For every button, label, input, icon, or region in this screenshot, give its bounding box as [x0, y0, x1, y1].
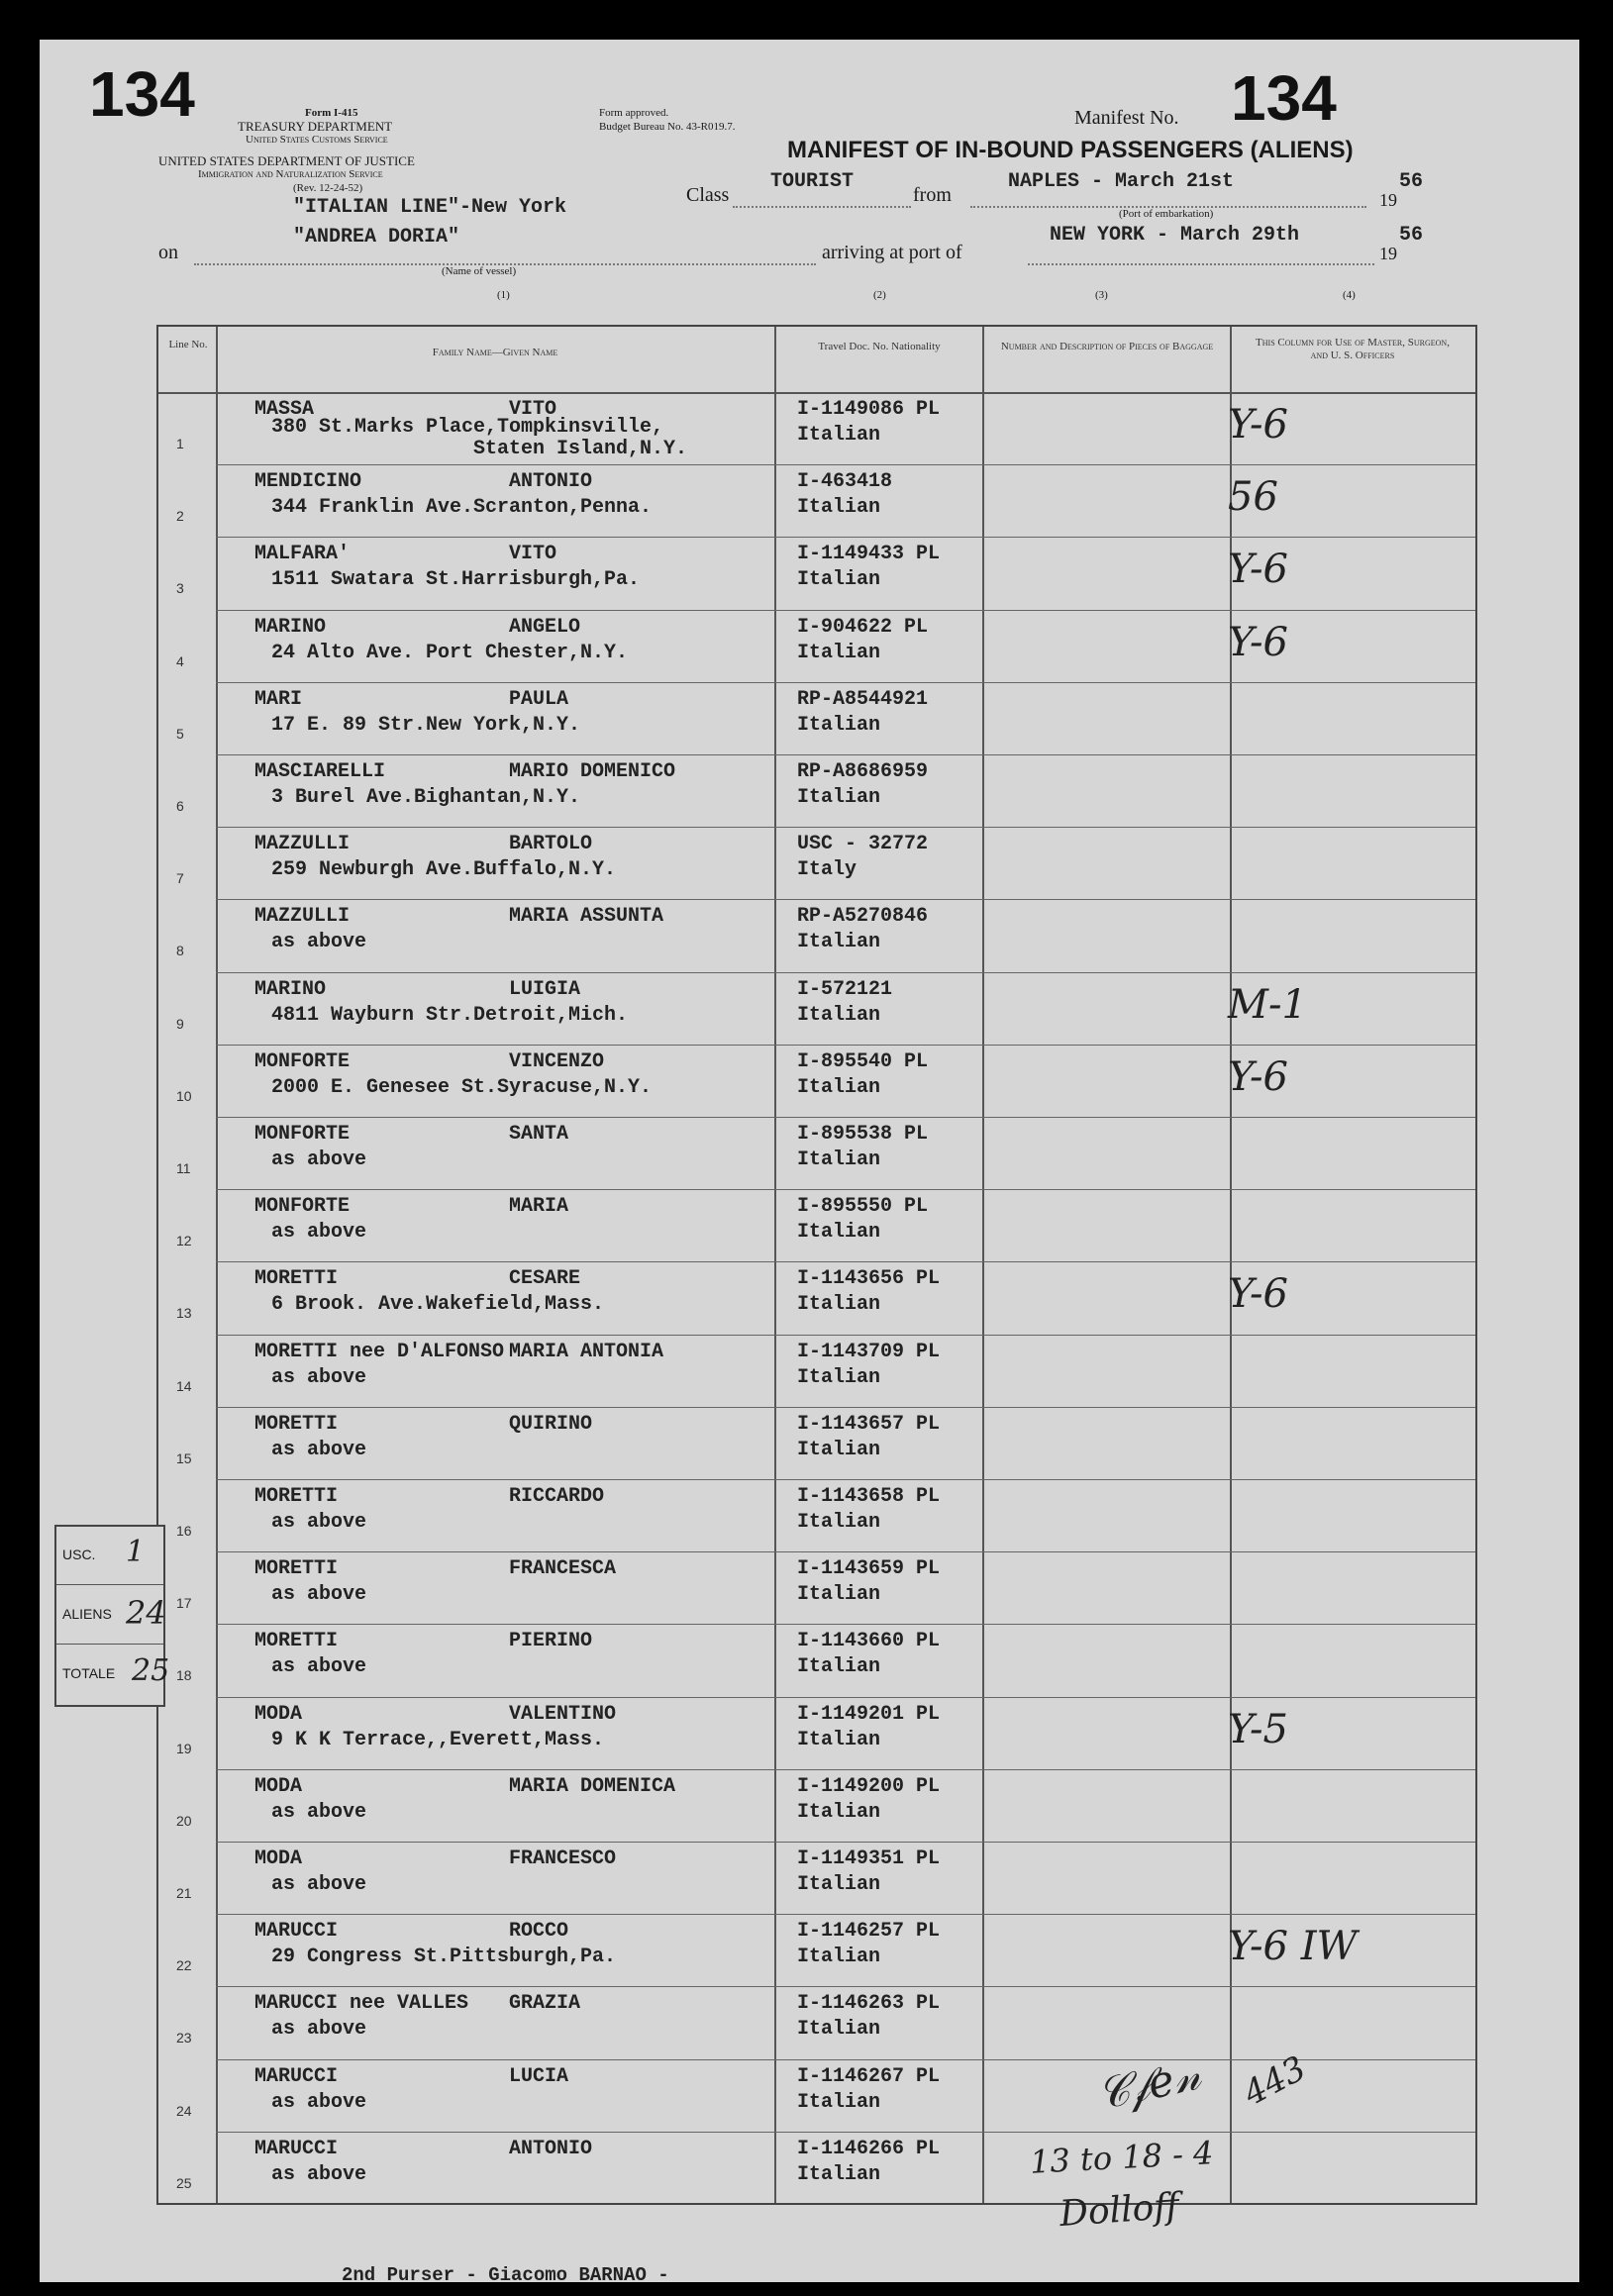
travel-document: I-1143656 PL: [797, 1267, 941, 1291]
address: as above: [271, 2162, 367, 2186]
officer-mark: Y-5: [1228, 1706, 1288, 1752]
table-row: [158, 537, 1475, 609]
travel-document: I-1149200 PL: [797, 1774, 941, 1798]
address: 4811 Wayburn Str.Detroit,Mich.: [271, 1003, 629, 1027]
line-number: 20: [176, 1812, 192, 1829]
table-row: [158, 1407, 1475, 1479]
travel-document: I-1149433 PL: [797, 543, 941, 566]
line-number: 8: [176, 943, 184, 959]
nationality: Italian: [797, 713, 881, 737]
line-number: 7: [176, 870, 184, 887]
family-name: MORETTI: [254, 1485, 339, 1508]
column-number-2: (2): [873, 289, 886, 301]
address: as above: [271, 1365, 367, 1389]
family-name: MARUCCI: [254, 2064, 339, 2088]
nationality: Italian: [797, 1003, 881, 1027]
vessel-name: "ANDREA DORIA": [293, 226, 460, 249]
signature-number: 443: [1237, 2048, 1313, 2114]
travel-document: I-1143658 PL: [797, 1485, 941, 1508]
family-name: MORETTI: [254, 1267, 339, 1291]
tally-box: [54, 1525, 170, 1707]
on-label: on: [158, 242, 178, 263]
address: as above: [271, 1438, 367, 1461]
address: as above: [271, 1655, 367, 1679]
address: 2000 E. Genesee St.Syracuse,N.Y.: [271, 1075, 653, 1099]
table-row: [158, 1479, 1475, 1551]
line-number: 10: [176, 1087, 192, 1104]
year-embark: 56: [1399, 170, 1424, 193]
address: 17 E. 89 Str.New York,N.Y.: [271, 713, 581, 737]
given-name: QUIRINO: [509, 1412, 593, 1436]
header-baggage: Number and Description of Pieces of Baggage: [1000, 341, 1214, 352]
justice-department: UNITED STATES DEPARTMENT OF JUSTICE: [158, 153, 415, 168]
address: 380 St.Marks Place,Tompkinsville,: [271, 416, 664, 439]
aliens-label: ALIENS: [62, 1606, 112, 1622]
given-name: LUIGIA: [509, 977, 581, 1001]
table-row: [158, 682, 1475, 754]
address: as above: [271, 1873, 367, 1896]
given-name: SANTA: [509, 1123, 569, 1146]
travel-document: I-1143709 PL: [797, 1340, 941, 1363]
address: 3 Burel Ave.Bighantan,N.Y.: [271, 786, 581, 809]
nationality: Italian: [797, 1148, 881, 1171]
given-name: CESARE: [509, 1267, 581, 1291]
travel-document: I-1143659 PL: [797, 1557, 941, 1581]
family-name: MAZZULLI: [254, 833, 351, 856]
given-name: MARIO DOMENICO: [509, 760, 676, 783]
family-name: MARINO: [254, 615, 327, 639]
nationality: Italian: [797, 1075, 881, 1099]
nationality: Italian: [797, 568, 881, 592]
family-name: MARUCCI nee VALLES: [254, 1992, 469, 2016]
table-row: [158, 1551, 1475, 1624]
usc-label: USC.: [62, 1547, 96, 1562]
family-name: MASCIARELLI: [254, 760, 386, 783]
line-number: 12: [176, 1233, 192, 1249]
line-number: 24: [176, 2102, 192, 2119]
port-of-embarkation: NAPLES - March 21st: [1008, 170, 1235, 193]
officer-mark: 56: [1228, 474, 1278, 521]
header-officers: This Column for Use of Master, Surgeon, and U. S. Officers: [1256, 337, 1450, 361]
nationality: Italian: [797, 1293, 881, 1317]
class-value: TOURIST: [770, 170, 855, 193]
given-name: ROCCO: [509, 1920, 569, 1944]
total-value: 25: [132, 1653, 170, 1688]
nationality: Italian: [797, 1873, 881, 1896]
given-name: MARIA DOMENICA: [509, 1774, 676, 1798]
travel-document: I-1143660 PL: [797, 1630, 941, 1653]
family-name: MODA: [254, 1847, 303, 1870]
nationality: Italian: [797, 424, 881, 447]
line-number: 9: [176, 1015, 184, 1032]
purser-signature: 2nd Purser - Giacomo BARNAO -: [342, 2264, 669, 2286]
family-name: MONFORTE: [254, 1123, 351, 1146]
address: as above: [271, 1221, 367, 1245]
table-row: [158, 1769, 1475, 1842]
travel-document: I-895540 PL: [797, 1049, 929, 1073]
family-name: MARUCCI: [254, 1920, 339, 1944]
travel-document: RP-A8686959: [797, 760, 929, 783]
line-number: 5: [176, 725, 184, 742]
officer-mark: Y-6: [1228, 619, 1288, 665]
given-name: VINCENZO: [509, 1049, 605, 1073]
address: 1511 Swatara St.Harrisburgh,Pa.: [271, 568, 641, 592]
travel-document: USC - 32772: [797, 833, 929, 856]
manifest-no-label: Manifest No.: [1074, 107, 1179, 129]
given-name: ANTONIO: [509, 2137, 593, 2160]
address: as above: [271, 1511, 367, 1534]
given-name: PIERINO: [509, 1630, 593, 1653]
port-of-arrival: NEW YORK - March 29th: [1050, 224, 1300, 247]
given-name: VITO: [509, 543, 557, 566]
column-number-1: (1): [497, 289, 510, 301]
table-row: [158, 1335, 1475, 1407]
officer-signature: Dolloff: [1058, 2185, 1181, 2236]
travel-document: RP-A8544921: [797, 687, 929, 711]
travel-document: I-1143657 PL: [797, 1412, 941, 1436]
table-row: [158, 610, 1475, 682]
address: as above: [271, 931, 367, 954]
family-name: MAZZULLI: [254, 905, 351, 929]
table-row: [158, 827, 1475, 899]
line-number: 19: [176, 1740, 192, 1756]
officer-mark: Y-6: [1228, 1271, 1288, 1318]
line-number: 22: [176, 1957, 192, 1974]
line-number: 1: [176, 436, 184, 451]
given-name: MARIA: [509, 1195, 569, 1219]
column-number-3: (3): [1095, 289, 1108, 301]
given-name: FRANCESCO: [509, 1847, 617, 1870]
column-number-4: (4): [1343, 289, 1356, 301]
arriving-label: arriving at port of: [822, 242, 962, 263]
table-row: [158, 2132, 1475, 2204]
usc-value: 1: [126, 1535, 146, 1569]
line-number: 2: [176, 508, 184, 525]
revision-date: (Rev. 12-24-52): [293, 182, 363, 194]
line-name: "ITALIAN LINE"-New York: [293, 196, 567, 219]
address: as above: [271, 1800, 367, 1824]
line-number: 11: [176, 1160, 191, 1176]
table-row: [158, 464, 1475, 537]
family-name: MARUCCI: [254, 2137, 339, 2160]
nationality: Italian: [797, 1655, 881, 1679]
address: as above: [271, 1583, 367, 1607]
travel-document: I-904622 PL: [797, 615, 929, 639]
family-name: MARINO: [254, 977, 327, 1001]
address: 344 Franklin Ave.Scranton,Penna.: [271, 496, 653, 520]
officer-mark: Y-6 IW: [1228, 1924, 1358, 1970]
line-number: 3: [176, 580, 184, 597]
immigration-service: Immigration and Naturalization Service: [198, 168, 383, 180]
officer-mark: Y-6: [1228, 1053, 1288, 1100]
treasury-department: TREASURY DEPARTMENT: [238, 119, 393, 134]
nationality: Italian: [797, 2090, 881, 2114]
line-number: 23: [176, 2030, 192, 2046]
nationality: Italian: [797, 1583, 881, 1607]
table-row: [158, 899, 1475, 971]
nationality: Italian: [797, 1946, 881, 1969]
year-prefix-arrival: 19: [1379, 244, 1397, 263]
address: 6 Brook. Ave.Wakefield,Mass.: [271, 1293, 605, 1317]
class-label: Class: [686, 184, 730, 206]
line-number: 13: [176, 1305, 192, 1322]
line-number: 17: [176, 1595, 192, 1612]
line-number: 18: [176, 1667, 192, 1684]
family-name: MONFORTE: [254, 1049, 351, 1073]
table-row: [158, 1986, 1475, 2058]
address: 259 Newburgh Ave.Buffalo,N.Y.: [271, 858, 617, 882]
line-number: 6: [176, 798, 184, 814]
officer-mark: M-1: [1228, 981, 1307, 1028]
given-name: LUCIA: [509, 2064, 569, 2088]
given-name: FRANCESCA: [509, 1557, 617, 1581]
address-line-2: Staten Island,N.Y.: [473, 438, 688, 460]
family-name: MONFORTE: [254, 1195, 351, 1219]
manifest-number: 134: [1231, 62, 1337, 134]
table-row: [158, 1045, 1475, 1117]
table-row: [158, 1624, 1475, 1696]
port-embark-caption: (Port of embarkation): [1119, 208, 1214, 220]
family-name: MENDICINO: [254, 470, 362, 494]
given-name: ANGELO: [509, 615, 581, 639]
vessel-caption: (Name of vessel): [442, 265, 517, 277]
given-name: PAULA: [509, 687, 569, 711]
header-travel-doc: Travel Doc. No. Nationality: [818, 341, 941, 352]
table-row: [158, 1914, 1475, 1986]
given-name: MARIA ASSUNTA: [509, 905, 664, 929]
nationality: Italian: [797, 2018, 881, 2042]
nationality: Italian: [797, 1728, 881, 1751]
officer-mark: Y-6: [1228, 547, 1288, 593]
year-prefix-embark: 19: [1379, 190, 1397, 210]
travel-document: I-572121: [797, 977, 893, 1001]
family-name: MARI: [254, 687, 303, 711]
travel-document: I-1149201 PL: [797, 1702, 941, 1726]
travel-document: I-895550 PL: [797, 1195, 929, 1219]
year-arrival: 56: [1399, 224, 1424, 247]
nationality: Italian: [797, 1365, 881, 1389]
family-name: MORETTI: [254, 1630, 339, 1653]
stamp-number-left: 134: [89, 58, 195, 130]
nationality: Italian: [797, 1221, 881, 1245]
table-row: [158, 1261, 1475, 1334]
total-label: TOTALE: [62, 1665, 116, 1681]
nationality: Italy: [797, 858, 857, 882]
nationality: Italian: [797, 496, 881, 520]
given-name: VALENTINO: [509, 1702, 617, 1726]
travel-document: I-463418: [797, 470, 893, 494]
customs-service: United States Customs Service: [246, 134, 388, 146]
family-name: MORETTI nee D'ALFONSO: [254, 1340, 505, 1363]
travel-document: RP-A5270846: [797, 905, 929, 929]
from-label: from: [913, 184, 952, 206]
line-number: 21: [176, 1885, 192, 1901]
address: as above: [271, 1148, 367, 1171]
travel-document: I-1149351 PL: [797, 1847, 941, 1870]
line-number: 14: [176, 1377, 192, 1394]
address: 29 Congress St.Pittsburgh,Pa.: [271, 1946, 617, 1969]
given-name: MARIA ANTONIA: [509, 1340, 664, 1363]
form-approved: Form approved.: [599, 107, 669, 119]
address: 24 Alto Ave. Port Chester,N.Y.: [271, 641, 629, 664]
travel-document: I-1146267 PL: [797, 2064, 941, 2088]
line-number: 15: [176, 1449, 192, 1466]
table-row: [158, 1697, 1475, 1769]
nationality: Italian: [797, 786, 881, 809]
given-name: VITO: [509, 398, 557, 421]
table-row: [158, 1117, 1475, 1189]
given-name: GRAZIA: [509, 1992, 581, 2016]
given-name: ANTONIO: [509, 470, 593, 494]
form-number: Form I-415: [305, 107, 358, 119]
table-row: [158, 392, 1475, 464]
family-name: MASSA: [254, 398, 315, 421]
nationality: Italian: [797, 931, 881, 954]
given-name: BARTOLO: [509, 833, 593, 856]
line-number: 25: [176, 2174, 192, 2191]
family-name: MALFARA': [254, 543, 351, 566]
nationality: Italian: [797, 1438, 881, 1461]
family-name: MORETTI: [254, 1412, 339, 1436]
table-row: [158, 754, 1475, 827]
header-name: Family Name—Given Name: [432, 347, 558, 358]
travel-document: I-1146257 PL: [797, 1920, 941, 1944]
family-name: MODA: [254, 1702, 303, 1726]
travel-document: I-1146266 PL: [797, 2137, 941, 2160]
table-row: [158, 972, 1475, 1045]
aliens-value: 24: [126, 1594, 166, 1632]
table-row: [158, 1842, 1475, 1914]
table-row: [158, 1189, 1475, 1261]
nationality: Italian: [797, 2162, 881, 2186]
budget-bureau: Budget Bureau No. 43-R019.7.: [599, 121, 736, 133]
address: as above: [271, 2090, 367, 2114]
travel-document: I-1149086 PL: [797, 398, 941, 421]
family-name: MORETTI: [254, 1557, 339, 1581]
signature-scrawl: 𝒞𝒻𝑒𝓃: [1092, 2048, 1205, 2121]
line-number: 16: [176, 1523, 192, 1539]
manifest-title: MANIFEST OF IN-BOUND PASSENGERS (ALIENS): [787, 137, 1354, 163]
nationality: Italian: [797, 1800, 881, 1824]
nationality: Italian: [797, 1511, 881, 1534]
passenger-table: [156, 325, 1477, 2205]
officer-mark: Y-6: [1228, 402, 1288, 448]
line-number: 4: [176, 652, 184, 669]
family-name: MODA: [254, 1774, 303, 1798]
address: as above: [271, 2018, 367, 2042]
travel-document: I-895538 PL: [797, 1123, 929, 1146]
address: 9 K K Terrace,,Everett,Mass.: [271, 1728, 605, 1751]
header-line-no: Line No.: [168, 339, 208, 350]
nationality: Italian: [797, 641, 881, 664]
given-name: RICCARDO: [509, 1485, 605, 1508]
travel-document: I-1146263 PL: [797, 1992, 941, 2016]
range-note: 13 to 18 - 4: [1029, 2134, 1215, 2181]
